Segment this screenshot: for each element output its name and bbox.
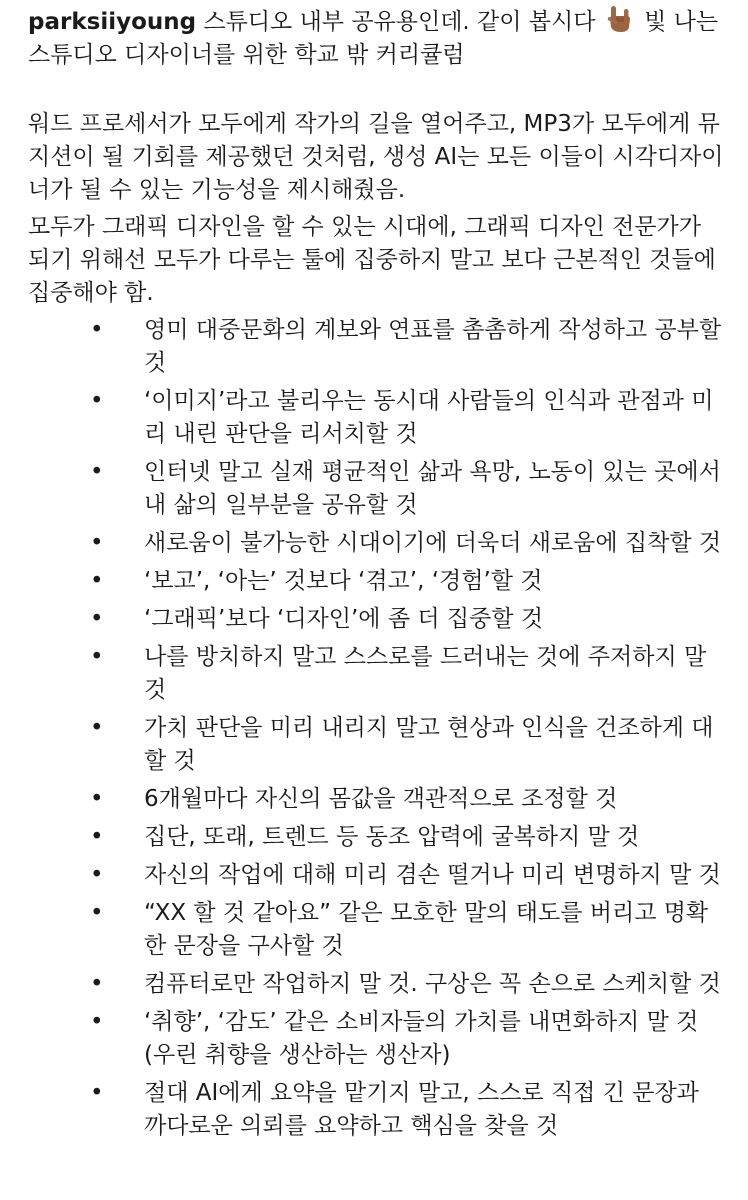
- list-item: [28, 527, 728, 560]
- list-item-text: 절대 AI에게 요약을 맡기지 말고, 스스로 직접 긴 문장과 까다로운 의뢰를 요약하고 핵심을 찾을 것: [144, 1080, 699, 1139]
- list-item: [28, 603, 728, 636]
- list-item-text: 집단, 또래, 트렌드 등 동조 압력에 굴복하지 말 것: [144, 824, 640, 850]
- list-item: [28, 1006, 728, 1072]
- list-item: [28, 783, 728, 816]
- list-item-text: 나를 방치하지 말고 스스로를 드러내는 것에 주저하지 말 것: [144, 644, 707, 703]
- bullet-icon: •: [90, 862, 104, 888]
- caption-text-end: 빛: [644, 9, 667, 35]
- username-link[interactable]: parksiiyoung: [28, 9, 197, 35]
- spacer: [28, 72, 728, 108]
- list-item-text: ‘그래픽’보다 ‘디자인’에 좀 더 집중할 것: [144, 606, 544, 632]
- bullet-icon: •: [90, 1080, 104, 1106]
- list-item-text: ‘취향’, ‘감도’ 같은 소비자들의 가치를 내면화하지 말 것 (우린 취향을 생산하는 생산자): [144, 1009, 699, 1068]
- bullet-icon: •: [90, 388, 104, 414]
- bullet-icon: •: [90, 715, 104, 741]
- bullet-icon: •: [90, 786, 104, 812]
- caption-text-line2: 나는 스튜디오 디자이너를 위한 학교 밖 커리큘럼: [28, 9, 719, 68]
- caption-header: [28, 4, 728, 72]
- list-item: [28, 456, 728, 522]
- bullet-icon: •: [90, 317, 104, 343]
- post-caption: [28, 0, 728, 1148]
- bullet-icon: •: [90, 644, 104, 670]
- list-item: [28, 565, 728, 598]
- bullet-icon: •: [90, 568, 104, 594]
- list-item: [28, 821, 728, 854]
- list-item: [28, 712, 728, 778]
- list-item: [28, 1077, 728, 1143]
- bullet-icon: •: [90, 530, 104, 556]
- paragraph: 워드 프로세서가 모두에게 작가의 길을 열어주고, MP3가 모두에게 뮤지션이 될 기회를 제공했던 것처럼, 생성 AI는 모든 이들이 시각디자이너가 될 수 있는 기능성을 제시해줬음.: [28, 111, 724, 203]
- list-item: [28, 897, 728, 963]
- list-item: [28, 641, 728, 707]
- list-item: [28, 385, 728, 451]
- bullet-icon: •: [90, 900, 104, 926]
- list-item-text: 자신의 작업에 대해 미리 겸손 떨거나 미리 변명하지 말 것: [144, 862, 721, 888]
- list-item: [28, 314, 728, 380]
- list-item-text: ‘보고’, ‘아는’ 것보다 ‘겪고’, ‘경험’할 것: [144, 568, 543, 594]
- curriculum-list: [28, 314, 728, 1143]
- paragraph: 모두가 그래픽 디자인을 할 수 있는 시대에, 그래픽 디자인 전문가가 되기 위해선 모두가 다루는 툴에 집중하지 말고 보다 근본적인 것들에 집중해야 함.: [28, 214, 716, 306]
- list-item-text: “XX 할 것 같아요” 같은 모호한 말의 태도를 버리고 명확한 문장을 구사할 것: [144, 900, 709, 959]
- list-item: [28, 859, 728, 892]
- list-item-text: ‘이미지’라고 불리우는 동시대 사람들의 인식과 관점과 미리 내린 판단을 리서치할 것: [144, 388, 714, 447]
- bullet-icon: •: [90, 824, 104, 850]
- bullet-icon: •: [90, 459, 104, 485]
- list-item-text: 인터넷 말고 실재 평균적인 삶과 욕망, 노동이 있는 곳에서 내 삶의 일부분을 공유할 것: [144, 459, 721, 518]
- bullet-icon: •: [90, 1009, 104, 1035]
- list-item-text: 가치 판단을 미리 내리지 말고 현상과 인식을 건조하게 대할 것: [144, 715, 714, 774]
- list-item: [28, 968, 728, 1001]
- bullet-icon: •: [90, 606, 104, 632]
- caption-text: 스튜디오 내부 공유용인데. 같이 봅시다: [203, 9, 596, 35]
- bullet-icon: •: [90, 971, 104, 997]
- list-item-text: 컴퓨터로만 작업하지 말 것. 구상은 꼭 손으로 스케치할 것: [144, 971, 721, 997]
- list-item-text: 영미 대중문화의 계보와 연표를 촘촘하게 작성하고 공부할 것: [144, 317, 722, 376]
- sign-of-the-horns-hand-icon: [605, 4, 635, 34]
- list-item-text: 새로움이 불가능한 시대이기에 더욱더 새로움에 집착할 것: [144, 530, 722, 556]
- list-item-text: 6개월마다 자신의 몸값을 객관적으로 조정할 것: [144, 786, 618, 812]
